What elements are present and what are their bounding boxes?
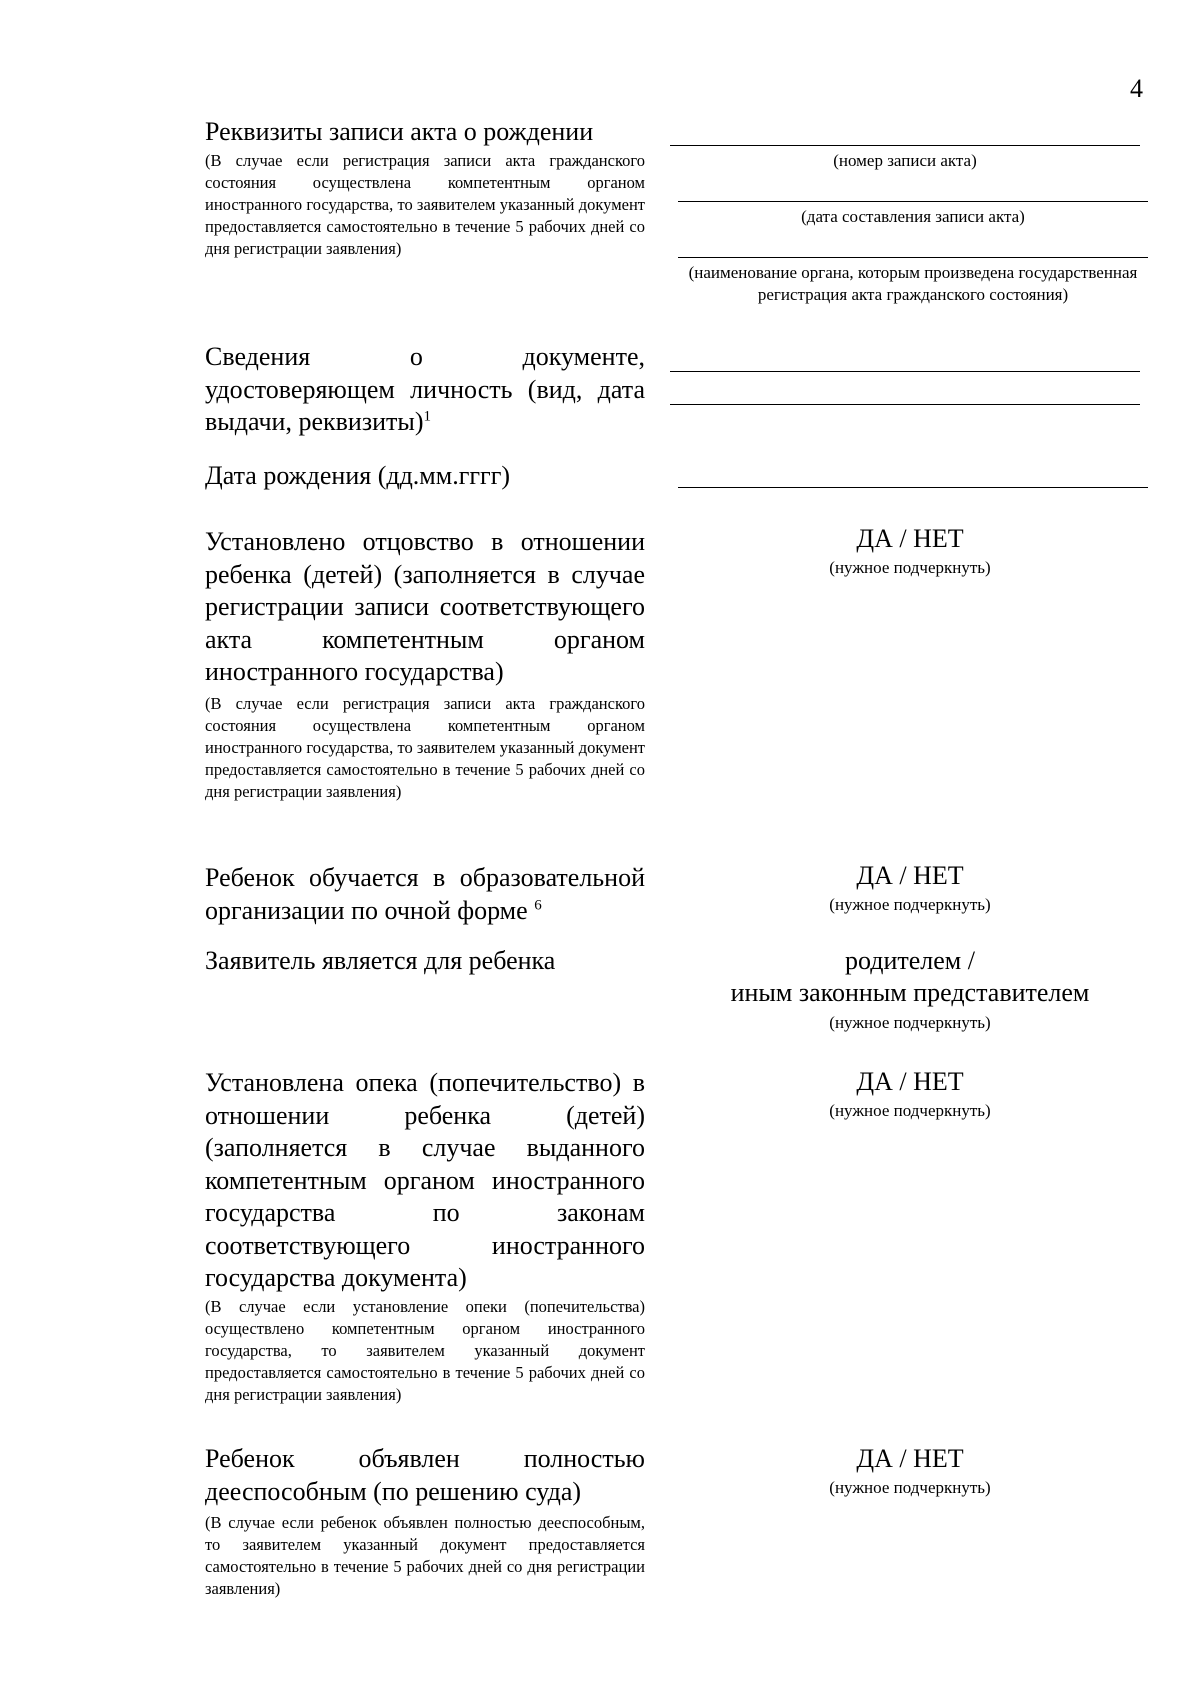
capacity-label: Ребенок объявлен полностью дееспособным (по решению суда): [205, 1444, 645, 1506]
identity-document-line-2[interactable]: [670, 404, 1140, 405]
birth-date-line[interactable]: [678, 487, 1148, 488]
applicant-relation-label: Заявитель является для ребенка: [205, 946, 556, 975]
guardianship-answer[interactable]: ДА / НЕТ: [856, 1067, 964, 1096]
identity-document-label: [205, 341, 645, 439]
birth-date-label: Дата рождения (дд.мм.гггг): [205, 461, 511, 490]
guardianship-hint: (нужное подчеркнуть): [829, 1101, 991, 1120]
capacity-note: (В случае если ребенок объявлен полностью дееспособным, то заявителем указанный документ предоставляется самостоятельно в течение 5 рабочих дней со дня регистрации заявления): [205, 1513, 645, 1598]
paternity-answer[interactable]: ДА / НЕТ: [856, 524, 964, 553]
paternity-label: Установлено отцовство в отношении ребенка (детей) (заполняется в случае регистрации записи соответствующего акта компетентным органом иностранного государства): [205, 527, 645, 686]
guardianship-note: (В случае если установление опеки (попечительства) осуществлено компетентным органом иностранного государства, то заявителем указанный документ предоставляется самостоятельно в течение 5 рабочих дней со дня регистрации заявления): [205, 1297, 645, 1404]
education-text: Ребенок обучается в образовательной организации по очной форме: [205, 863, 645, 925]
record-date-line[interactable]: [678, 201, 1148, 202]
footnote-marker: 1: [423, 408, 431, 425]
guardianship-label: Установлена опека (попечительство) в отношении ребенка (детей) (заполняется в случае выданного компетентным органом иностранного государства по законам соответствующего иностранного государства документа): [205, 1068, 645, 1292]
education-label: [205, 862, 645, 927]
registration-authority-caption: (наименование органа, которым произведена государственная регистрация акта гражданского состояния): [688, 263, 1138, 304]
capacity-answer[interactable]: ДА / НЕТ: [856, 1444, 964, 1473]
applicant-relation-hint: (нужное подчеркнуть): [829, 1013, 991, 1032]
education-hint: (нужное подчеркнуть): [829, 895, 991, 914]
record-date-caption: (дата составления записи акта): [801, 207, 1025, 226]
paternity-note: (В случае если регистрация записи акта гражданского состояния осуществлена компетентным органом иностранного государства, то заявителем указанный документ предоставляется самостоятельно в течение 5 рабочих дней со дня регистрации заявления): [205, 694, 645, 801]
education-answer[interactable]: ДА / НЕТ: [856, 861, 964, 890]
record-number-line[interactable]: [670, 145, 1140, 146]
page-number: 4: [1130, 74, 1143, 103]
registration-authority-line[interactable]: [678, 257, 1148, 258]
identity-document-text: Сведения о документе, удостоверяющем личность (вид, дата выдачи, реквизиты): [205, 342, 645, 436]
record-number-caption: (номер записи акта): [833, 151, 977, 170]
birth-record-note: (В случае если регистрация записи акта гражданского состояния осуществлена компетентным органом иностранного государства, то заявителем указанный документ предоставляется самостоятельно в течение 5 рабочих дней со дня регистрации заявления): [205, 151, 645, 258]
birth-record-label: Реквизиты записи акта о рождении: [205, 117, 594, 146]
applicant-relation-option-representative[interactable]: иным законным представителем: [730, 978, 1090, 1007]
footnote-marker: 6: [534, 896, 542, 913]
paternity-hint: (нужное подчеркнуть): [829, 558, 991, 577]
capacity-hint: (нужное подчеркнуть): [829, 1478, 991, 1497]
applicant-relation-option-parent[interactable]: родителем /: [845, 946, 975, 975]
identity-document-line-1[interactable]: [670, 371, 1140, 372]
